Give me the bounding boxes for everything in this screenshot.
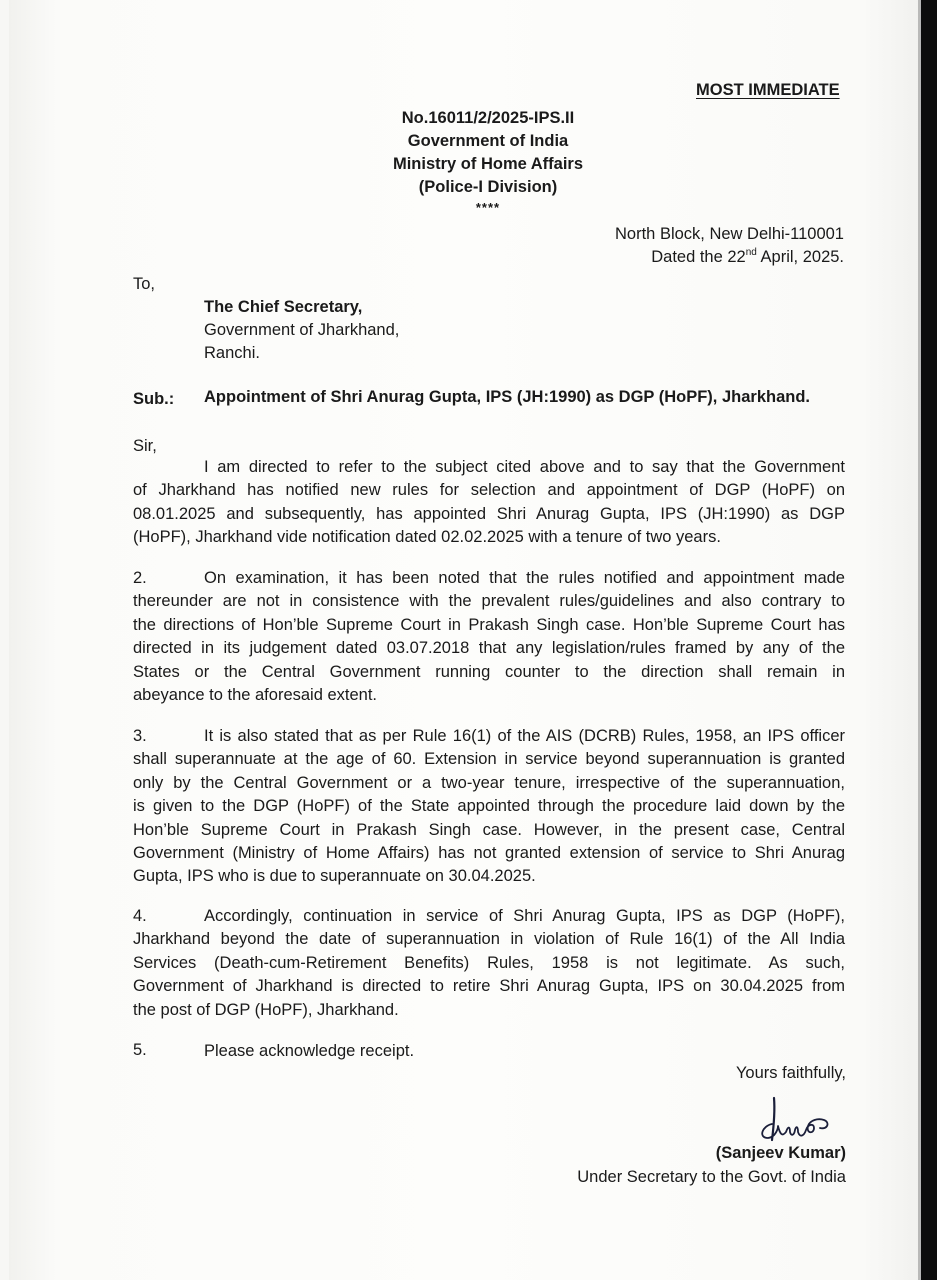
paragraph-2 — [133, 567, 845, 707]
paragraph-line: I am directed to refer to the subject cited above and to say that the Government — [204, 458, 845, 476]
paragraph-line: Hon’ble Supreme Court in Prakash Singh case. However, in the present case, Central — [133, 820, 845, 839]
addressee-line2: Government of Jharkhand, — [204, 321, 400, 339]
scan-right-edge — [921, 0, 937, 1280]
date-line: Dated the 22nd April, 2025. — [651, 247, 844, 266]
paragraph-3-number: 3. — [133, 727, 147, 745]
paragraph-line: 08.01.2025 and subsequently, has appointed Shri Anurag Gupta, IPS (JH:1990) as DGP — [133, 504, 845, 523]
scan-left-edge — [0, 0, 9, 1280]
paragraph-line: It is also stated that as per Rule 16(1) of the AIS (DCRB) Rules, 1958, an IPS officer — [204, 727, 845, 745]
paragraph-line: only by the Central Government or a two-year tenure, irrespective of the superannuation, — [133, 773, 845, 792]
signatory-designation: Under Secretary to the Govt. of India — [577, 1168, 846, 1186]
paragraph-line: On examination, it has been noted that the rules notified and appointment made — [204, 569, 845, 587]
yours-faithfully: Yours faithfully, — [735, 1064, 846, 1082]
addressee-name: The Chief Secretary, — [204, 298, 363, 316]
paragraph-1 — [133, 456, 845, 550]
paragraph-line: Jharkhand beyond the date of superannuation in violation of Rule 16(1) of the All India — [133, 930, 845, 949]
paragraph-line: shall superannuate at the age of 60. Extension in service beyond superannuation is granted — [133, 750, 845, 769]
paragraph-4-number: 4. — [133, 907, 147, 925]
subject-label: Sub.: — [133, 390, 175, 408]
paragraph-3 — [133, 725, 845, 889]
paragraph-line: Government of Jharkhand is directed to retire Shri Anurag Gupta, IPS on 30.04.2025 from — [133, 977, 845, 996]
paragraph-line: Services (Death-cum-Retirement Benefits) Rules, 1958 is not legitimate. As such, — [133, 953, 845, 972]
paragraph-line: directed in its judgement dated 03.07.2018 that any legislation/rules framed by any of the — [133, 639, 845, 658]
paragraph-line: the directions of Hon’ble Supreme Court in Prakash Singh case. Hon’ble Supreme Court has — [133, 615, 845, 634]
paragraph-5: Please acknowledge receipt. — [204, 1042, 415, 1060]
file-number: No.16011/2/2025-IPS.II — [401, 109, 575, 127]
place-line: North Block, New Delhi-110001 — [615, 225, 844, 243]
government-line: Government of India — [407, 132, 569, 150]
ministry-line: Ministry of Home Affairs — [392, 155, 584, 173]
paragraph-4 — [133, 905, 845, 1022]
paragraph-line: Gupta, IPS who is due to superannuate on 30.04.2025. — [133, 867, 536, 886]
paragraph-line: abeyance to the aforesaid extent. — [133, 685, 378, 704]
paragraph-line: Government (Ministry of Home Affairs) has not granted extension of service to Shri Anurag — [133, 843, 845, 862]
paragraph-line: the post of DGP (HoPF), Jharkhand. — [133, 1000, 399, 1019]
paragraph-line: of Jharkhand has notified new rules for selection and appointment of DGP (HoPF) on — [133, 481, 845, 500]
paragraph-line: is given to the DGP (HoPF) of the State appointed through the procedure laid down by the — [133, 797, 845, 816]
paragraph-line: thereunder are not in consistence with the prevalent rules/guidelines and also contrary to — [133, 592, 845, 611]
paragraph-2-number: 2. — [133, 569, 147, 587]
signatory-name: (Sanjeev Kumar) — [715, 1144, 846, 1162]
to-label: To, — [133, 275, 156, 293]
paragraph-line: (HoPF), Jharkhand vide notification dated 02.02.2025 with a tenure of two years. — [133, 528, 721, 547]
separator-stars: **** — [475, 200, 501, 215]
addressee-line3: Ranchi. — [204, 344, 260, 362]
paragraph-line: Accordingly, continuation in service of Shri Anurag Gupta, IPS as DGP (HoPF), — [204, 907, 845, 925]
priority-label: MOST IMMEDIATE — [696, 81, 840, 99]
paragraph-5-number: 5. — [133, 1041, 147, 1059]
division-line: (Police-I Division) — [418, 178, 558, 196]
subject-text: Appointment of Shri Anurag Gupta, IPS (JH:1990) as DGP (HoPF), Jharkhand. — [204, 388, 810, 406]
salutation: Sir, — [133, 437, 157, 455]
paragraph-line: States or the Central Government running counter to the direction shall remain in — [133, 662, 845, 681]
